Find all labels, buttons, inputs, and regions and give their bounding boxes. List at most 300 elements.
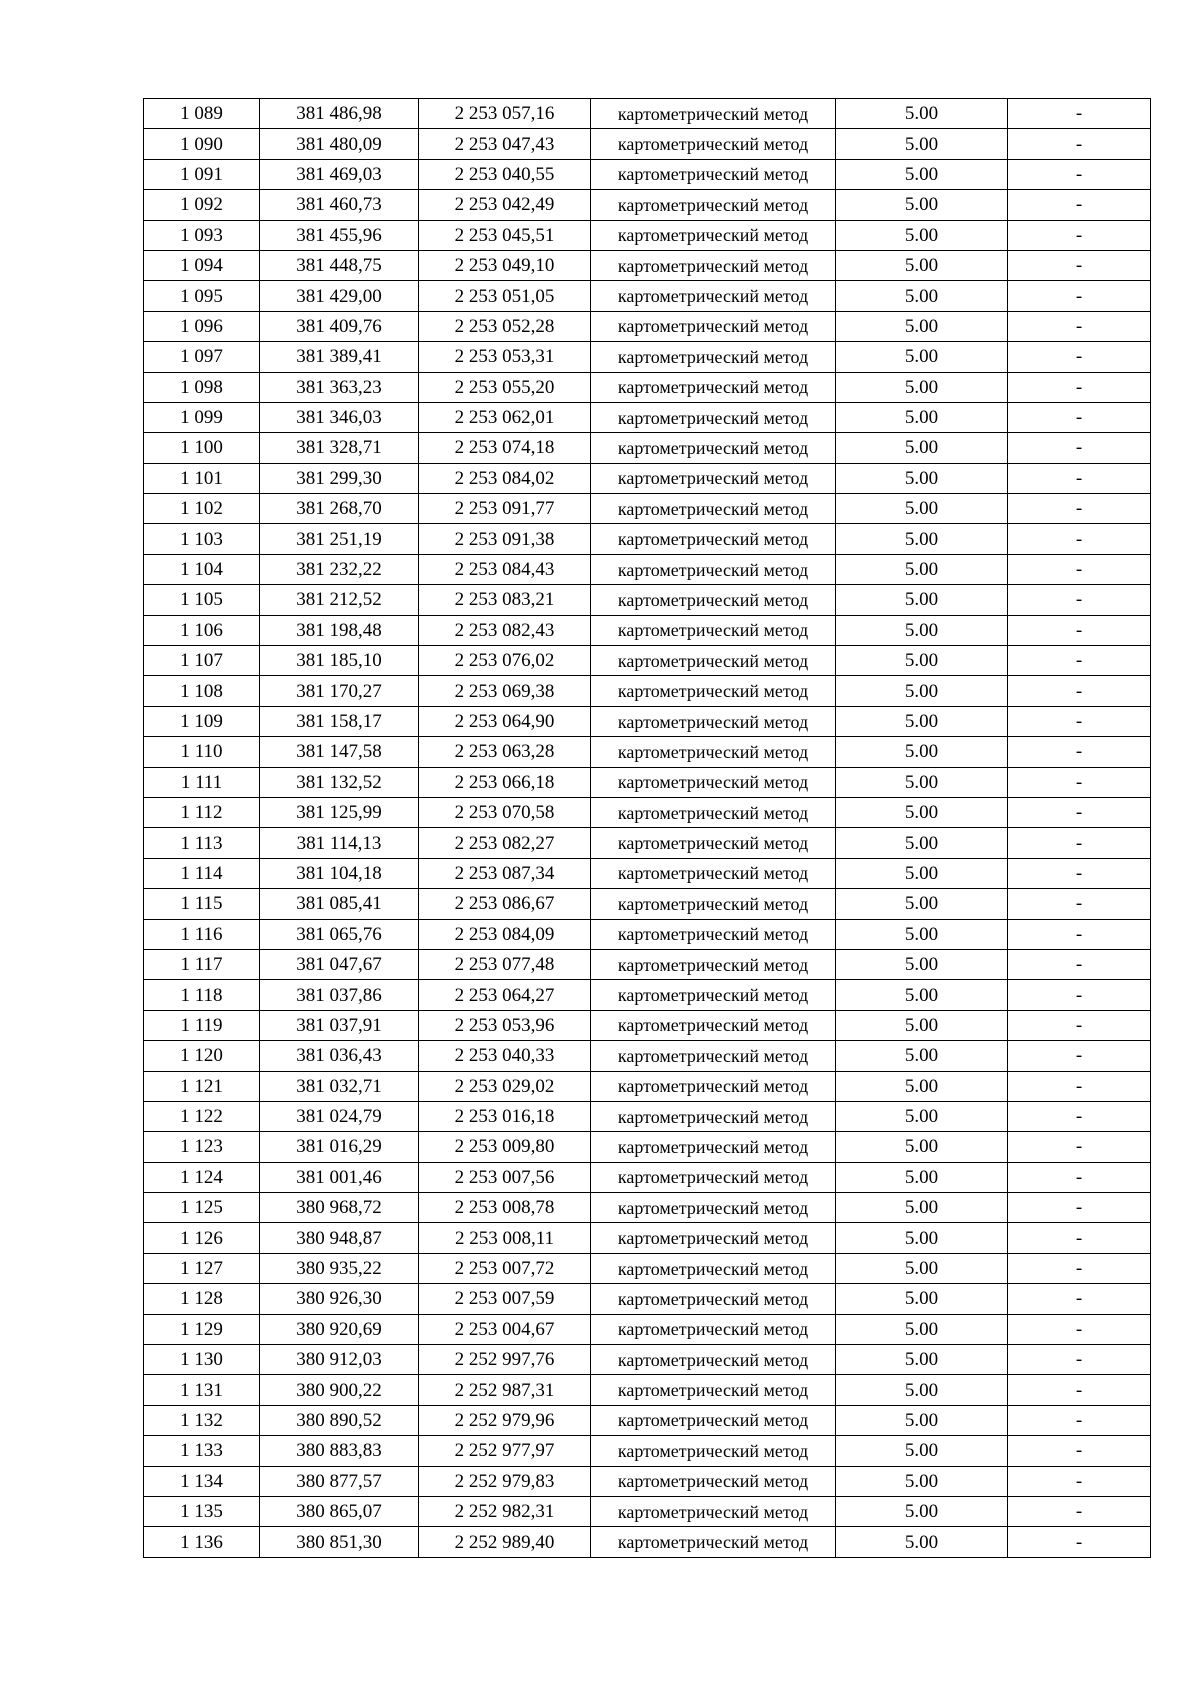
description-cell: -	[1008, 1284, 1151, 1314]
y-coordinate-cell: 2 253 084,02	[419, 463, 591, 493]
description-cell: -	[1008, 949, 1151, 979]
table-row	[144, 129, 1151, 159]
y-coordinate-cell: 2 253 016,18	[419, 1101, 591, 1131]
y-coordinate-cell: 2 253 086,67	[419, 889, 591, 919]
y-coordinate-cell: 2 253 084,09	[419, 919, 591, 949]
accuracy-cell: 5.00	[836, 1132, 1008, 1162]
description-cell: -	[1008, 706, 1151, 736]
y-coordinate-cell: 2 253 045,51	[419, 220, 591, 250]
accuracy-cell: 5.00	[836, 159, 1008, 189]
table-row	[144, 494, 1151, 524]
method-cell: картометрический метод	[591, 433, 836, 463]
y-coordinate-cell: 2 253 069,38	[419, 676, 591, 706]
table-row	[144, 1223, 1151, 1253]
accuracy-cell: 5.00	[836, 1375, 1008, 1405]
point-number-cell: 1 115	[144, 889, 260, 919]
description-cell: -	[1008, 797, 1151, 827]
description-cell: -	[1008, 1527, 1151, 1557]
accuracy-cell: 5.00	[836, 1071, 1008, 1101]
x-coordinate-cell: 381 024,79	[260, 1101, 419, 1131]
x-coordinate-cell: 380 926,30	[260, 1284, 419, 1314]
x-coordinate-cell: 381 429,00	[260, 281, 419, 311]
y-coordinate-cell: 2 253 053,96	[419, 1010, 591, 1040]
coordinates-table	[143, 98, 1151, 1558]
method-cell: картометрический метод	[591, 1041, 836, 1071]
description-cell: -	[1008, 919, 1151, 949]
x-coordinate-cell: 381 268,70	[260, 494, 419, 524]
y-coordinate-cell: 2 253 076,02	[419, 646, 591, 676]
description-cell: -	[1008, 1253, 1151, 1283]
x-coordinate-cell: 381 036,43	[260, 1041, 419, 1071]
method-cell: картометрический метод	[591, 1162, 836, 1192]
method-cell: картометрический метод	[591, 676, 836, 706]
table-row	[144, 1162, 1151, 1192]
description-cell: -	[1008, 1132, 1151, 1162]
point-number-cell: 1 124	[144, 1162, 260, 1192]
table-row	[144, 159, 1151, 189]
x-coordinate-cell: 381 047,67	[260, 949, 419, 979]
method-cell: картометрический метод	[591, 1071, 836, 1101]
method-cell: картометрический метод	[591, 1132, 836, 1162]
y-coordinate-cell: 2 253 087,34	[419, 858, 591, 888]
method-cell: картометрический метод	[591, 1405, 836, 1435]
table-row	[144, 737, 1151, 767]
accuracy-cell: 5.00	[836, 919, 1008, 949]
method-cell: картометрический метод	[591, 706, 836, 736]
point-number-cell: 1 110	[144, 737, 260, 767]
description-cell: -	[1008, 554, 1151, 584]
point-number-cell: 1 128	[144, 1284, 260, 1314]
table-row	[144, 1041, 1151, 1071]
y-coordinate-cell: 2 253 053,31	[419, 342, 591, 372]
y-coordinate-cell: 2 253 055,20	[419, 372, 591, 402]
point-number-cell: 1 125	[144, 1193, 260, 1223]
description-cell: -	[1008, 159, 1151, 189]
x-coordinate-cell: 380 920,69	[260, 1314, 419, 1344]
y-coordinate-cell: 2 253 042,49	[419, 190, 591, 220]
accuracy-cell: 5.00	[836, 1314, 1008, 1344]
accuracy-cell: 5.00	[836, 463, 1008, 493]
table-row	[144, 1010, 1151, 1040]
method-cell: картометрический метод	[591, 1284, 836, 1314]
table-row	[144, 220, 1151, 250]
accuracy-cell: 5.00	[836, 1101, 1008, 1131]
method-cell: картометрический метод	[591, 1345, 836, 1375]
point-number-cell: 1 119	[144, 1010, 260, 1040]
x-coordinate-cell: 381 251,19	[260, 524, 419, 554]
point-number-cell: 1 104	[144, 554, 260, 584]
method-cell: картометрический метод	[591, 99, 836, 129]
x-coordinate-cell: 381 065,76	[260, 919, 419, 949]
x-coordinate-cell: 381 104,18	[260, 858, 419, 888]
x-coordinate-cell: 381 185,10	[260, 646, 419, 676]
x-coordinate-cell: 381 486,98	[260, 99, 419, 129]
description-cell: -	[1008, 1071, 1151, 1101]
method-cell: картометрический метод	[591, 220, 836, 250]
description-cell: -	[1008, 190, 1151, 220]
table-row	[144, 676, 1151, 706]
x-coordinate-cell: 380 851,30	[260, 1527, 419, 1557]
point-number-cell: 1 132	[144, 1405, 260, 1435]
x-coordinate-cell: 381 114,13	[260, 828, 419, 858]
table-row	[144, 372, 1151, 402]
method-cell: картометрический метод	[591, 585, 836, 615]
point-number-cell: 1 134	[144, 1466, 260, 1496]
accuracy-cell: 5.00	[836, 1345, 1008, 1375]
point-number-cell: 1 094	[144, 250, 260, 280]
accuracy-cell: 5.00	[836, 1193, 1008, 1223]
method-cell: картометрический метод	[591, 311, 836, 341]
y-coordinate-cell: 2 253 083,21	[419, 585, 591, 615]
method-cell: картометрический метод	[591, 1314, 836, 1344]
x-coordinate-cell: 380 948,87	[260, 1223, 419, 1253]
y-coordinate-cell: 2 253 051,05	[419, 281, 591, 311]
table-row	[144, 949, 1151, 979]
point-number-cell: 1 116	[144, 919, 260, 949]
table-row	[144, 1466, 1151, 1496]
y-coordinate-cell: 2 253 063,28	[419, 737, 591, 767]
accuracy-cell: 5.00	[836, 524, 1008, 554]
table-row	[144, 1284, 1151, 1314]
method-cell: картометрический метод	[591, 858, 836, 888]
description-cell: -	[1008, 1101, 1151, 1131]
method-cell: картометрический метод	[591, 554, 836, 584]
method-cell: картометрический метод	[591, 797, 836, 827]
table-row	[144, 1405, 1151, 1435]
description-cell: -	[1008, 615, 1151, 645]
y-coordinate-cell: 2 253 082,43	[419, 615, 591, 645]
point-number-cell: 1 112	[144, 797, 260, 827]
description-cell: -	[1008, 524, 1151, 554]
point-number-cell: 1 121	[144, 1071, 260, 1101]
point-number-cell: 1 100	[144, 433, 260, 463]
y-coordinate-cell: 2 253 029,02	[419, 1071, 591, 1101]
accuracy-cell: 5.00	[836, 311, 1008, 341]
description-cell: -	[1008, 858, 1151, 888]
y-coordinate-cell: 2 252 979,96	[419, 1405, 591, 1435]
point-number-cell: 1 135	[144, 1496, 260, 1526]
point-number-cell: 1 095	[144, 281, 260, 311]
accuracy-cell: 5.00	[836, 706, 1008, 736]
table-row	[144, 889, 1151, 919]
x-coordinate-cell: 381 132,52	[260, 767, 419, 797]
description-cell: -	[1008, 433, 1151, 463]
y-coordinate-cell: 2 253 091,38	[419, 524, 591, 554]
description-cell: -	[1008, 1314, 1151, 1344]
description-cell: -	[1008, 342, 1151, 372]
accuracy-cell: 5.00	[836, 281, 1008, 311]
accuracy-cell: 5.00	[836, 737, 1008, 767]
table-row	[144, 554, 1151, 584]
accuracy-cell: 5.00	[836, 372, 1008, 402]
accuracy-cell: 5.00	[836, 220, 1008, 250]
method-cell: картометрический метод	[591, 1223, 836, 1253]
method-cell: картометрический метод	[591, 1436, 836, 1466]
table-row	[144, 1314, 1151, 1344]
method-cell: картометрический метод	[591, 281, 836, 311]
table-row	[144, 1436, 1151, 1466]
table-row	[144, 828, 1151, 858]
y-coordinate-cell: 2 253 047,43	[419, 129, 591, 159]
point-number-cell: 1 131	[144, 1375, 260, 1405]
point-number-cell: 1 098	[144, 372, 260, 402]
y-coordinate-cell: 2 253 070,58	[419, 797, 591, 827]
accuracy-cell: 5.00	[836, 1436, 1008, 1466]
x-coordinate-cell: 380 883,83	[260, 1436, 419, 1466]
y-coordinate-cell: 2 253 062,01	[419, 402, 591, 432]
x-coordinate-cell: 381 448,75	[260, 250, 419, 280]
y-coordinate-cell: 2 252 997,76	[419, 1345, 591, 1375]
point-number-cell: 1 111	[144, 767, 260, 797]
method-cell: картометрический метод	[591, 1375, 836, 1405]
y-coordinate-cell: 2 253 052,28	[419, 311, 591, 341]
method-cell: картометрический метод	[591, 949, 836, 979]
method-cell: картометрический метод	[591, 494, 836, 524]
method-cell: картометрический метод	[591, 980, 836, 1010]
point-number-cell: 1 097	[144, 342, 260, 372]
accuracy-cell: 5.00	[836, 1405, 1008, 1435]
point-number-cell: 1 122	[144, 1101, 260, 1131]
point-number-cell: 1 133	[144, 1436, 260, 1466]
coordinates-table-body	[144, 99, 1151, 1558]
accuracy-cell: 5.00	[836, 402, 1008, 432]
y-coordinate-cell: 2 252 977,97	[419, 1436, 591, 1466]
description-cell: -	[1008, 1041, 1151, 1071]
description-cell: -	[1008, 646, 1151, 676]
table-row	[144, 99, 1151, 129]
x-coordinate-cell: 381 212,52	[260, 585, 419, 615]
method-cell: картометрический метод	[591, 1101, 836, 1131]
table-row	[144, 615, 1151, 645]
x-coordinate-cell: 381 037,86	[260, 980, 419, 1010]
point-number-cell: 1 123	[144, 1132, 260, 1162]
table-row	[144, 1253, 1151, 1283]
accuracy-cell: 5.00	[836, 615, 1008, 645]
table-row	[144, 1193, 1151, 1223]
point-number-cell: 1 090	[144, 129, 260, 159]
method-cell: картометрический метод	[591, 828, 836, 858]
x-coordinate-cell: 381 346,03	[260, 402, 419, 432]
x-coordinate-cell: 381 170,27	[260, 676, 419, 706]
y-coordinate-cell: 2 252 979,83	[419, 1466, 591, 1496]
accuracy-cell: 5.00	[836, 433, 1008, 463]
method-cell: картометрический метод	[591, 767, 836, 797]
x-coordinate-cell: 381 147,58	[260, 737, 419, 767]
table-row	[144, 1496, 1151, 1526]
y-coordinate-cell: 2 253 064,90	[419, 706, 591, 736]
point-number-cell: 1 129	[144, 1314, 260, 1344]
description-cell: -	[1008, 402, 1151, 432]
method-cell: картометрический метод	[591, 1253, 836, 1283]
x-coordinate-cell: 380 935,22	[260, 1253, 419, 1283]
method-cell: картометрический метод	[591, 737, 836, 767]
description-cell: -	[1008, 1496, 1151, 1526]
accuracy-cell: 5.00	[836, 1527, 1008, 1557]
accuracy-cell: 5.00	[836, 828, 1008, 858]
accuracy-cell: 5.00	[836, 1284, 1008, 1314]
table-row	[144, 463, 1151, 493]
table-row	[144, 706, 1151, 736]
x-coordinate-cell: 381 198,48	[260, 615, 419, 645]
point-number-cell: 1 092	[144, 190, 260, 220]
method-cell: картометрический метод	[591, 342, 836, 372]
point-number-cell: 1 109	[144, 706, 260, 736]
point-number-cell: 1 114	[144, 858, 260, 888]
accuracy-cell: 5.00	[836, 949, 1008, 979]
table-row	[144, 1071, 1151, 1101]
description-cell: -	[1008, 372, 1151, 402]
y-coordinate-cell: 2 253 008,78	[419, 1193, 591, 1223]
description-cell: -	[1008, 980, 1151, 1010]
y-coordinate-cell: 2 253 009,80	[419, 1132, 591, 1162]
y-coordinate-cell: 2 253 040,33	[419, 1041, 591, 1071]
y-coordinate-cell: 2 253 082,27	[419, 828, 591, 858]
point-number-cell: 1 089	[144, 99, 260, 129]
method-cell: картометрический метод	[591, 402, 836, 432]
x-coordinate-cell: 381 363,23	[260, 372, 419, 402]
table-row	[144, 980, 1151, 1010]
point-number-cell: 1 096	[144, 311, 260, 341]
y-coordinate-cell: 2 253 066,18	[419, 767, 591, 797]
y-coordinate-cell: 2 253 064,27	[419, 980, 591, 1010]
y-coordinate-cell: 2 252 982,31	[419, 1496, 591, 1526]
table-row	[144, 311, 1151, 341]
y-coordinate-cell: 2 253 040,55	[419, 159, 591, 189]
table-row	[144, 858, 1151, 888]
description-cell: -	[1008, 311, 1151, 341]
table-row	[144, 797, 1151, 827]
accuracy-cell: 5.00	[836, 190, 1008, 220]
accuracy-cell: 5.00	[836, 676, 1008, 706]
x-coordinate-cell: 381 409,76	[260, 311, 419, 341]
method-cell: картометрический метод	[591, 1496, 836, 1526]
point-number-cell: 1 120	[144, 1041, 260, 1071]
y-coordinate-cell: 2 253 008,11	[419, 1223, 591, 1253]
description-cell: -	[1008, 767, 1151, 797]
method-cell: картометрический метод	[591, 889, 836, 919]
x-coordinate-cell: 380 968,72	[260, 1193, 419, 1223]
method-cell: картометрический метод	[591, 159, 836, 189]
accuracy-cell: 5.00	[836, 494, 1008, 524]
description-cell: -	[1008, 494, 1151, 524]
description-cell: -	[1008, 1162, 1151, 1192]
accuracy-cell: 5.00	[836, 980, 1008, 1010]
accuracy-cell: 5.00	[836, 1010, 1008, 1040]
accuracy-cell: 5.00	[836, 99, 1008, 129]
description-cell: -	[1008, 281, 1151, 311]
accuracy-cell: 5.00	[836, 554, 1008, 584]
description-cell: -	[1008, 1375, 1151, 1405]
point-number-cell: 1 127	[144, 1253, 260, 1283]
x-coordinate-cell: 380 912,03	[260, 1345, 419, 1375]
point-number-cell: 1 136	[144, 1527, 260, 1557]
y-coordinate-cell: 2 253 074,18	[419, 433, 591, 463]
point-number-cell: 1 099	[144, 402, 260, 432]
point-number-cell: 1 107	[144, 646, 260, 676]
point-number-cell: 1 117	[144, 949, 260, 979]
method-cell: картометрический метод	[591, 524, 836, 554]
y-coordinate-cell: 2 253 057,16	[419, 99, 591, 129]
point-number-cell: 1 118	[144, 980, 260, 1010]
table-row	[144, 281, 1151, 311]
x-coordinate-cell: 381 125,99	[260, 797, 419, 827]
y-coordinate-cell: 2 253 007,56	[419, 1162, 591, 1192]
accuracy-cell: 5.00	[836, 797, 1008, 827]
x-coordinate-cell: 381 480,09	[260, 129, 419, 159]
point-number-cell: 1 101	[144, 463, 260, 493]
x-coordinate-cell: 380 900,22	[260, 1375, 419, 1405]
point-number-cell: 1 091	[144, 159, 260, 189]
accuracy-cell: 5.00	[836, 585, 1008, 615]
y-coordinate-cell: 2 253 004,67	[419, 1314, 591, 1344]
description-cell: -	[1008, 250, 1151, 280]
point-number-cell: 1 126	[144, 1223, 260, 1253]
accuracy-cell: 5.00	[836, 767, 1008, 797]
table-row	[144, 433, 1151, 463]
x-coordinate-cell: 381 460,73	[260, 190, 419, 220]
point-number-cell: 1 113	[144, 828, 260, 858]
x-coordinate-cell: 381 032,71	[260, 1071, 419, 1101]
table-row	[144, 646, 1151, 676]
table-row	[144, 919, 1151, 949]
method-cell: картометрический метод	[591, 919, 836, 949]
description-cell: -	[1008, 220, 1151, 250]
method-cell: картометрический метод	[591, 129, 836, 159]
y-coordinate-cell: 2 253 091,77	[419, 494, 591, 524]
accuracy-cell: 5.00	[836, 1223, 1008, 1253]
method-cell: картометрический метод	[591, 1010, 836, 1040]
description-cell: -	[1008, 1436, 1151, 1466]
description-cell: -	[1008, 1405, 1151, 1435]
accuracy-cell: 5.00	[836, 1253, 1008, 1283]
y-coordinate-cell: 2 252 989,40	[419, 1527, 591, 1557]
point-number-cell: 1 130	[144, 1345, 260, 1375]
point-number-cell: 1 106	[144, 615, 260, 645]
description-cell: -	[1008, 1193, 1151, 1223]
description-cell: -	[1008, 1466, 1151, 1496]
method-cell: картометрический метод	[591, 190, 836, 220]
description-cell: -	[1008, 1010, 1151, 1040]
method-cell: картометрический метод	[591, 250, 836, 280]
description-cell: -	[1008, 676, 1151, 706]
accuracy-cell: 5.00	[836, 1162, 1008, 1192]
accuracy-cell: 5.00	[836, 858, 1008, 888]
table-row	[144, 1101, 1151, 1131]
x-coordinate-cell: 380 890,52	[260, 1405, 419, 1435]
method-cell: картометрический метод	[591, 1193, 836, 1223]
y-coordinate-cell: 2 252 987,31	[419, 1375, 591, 1405]
description-cell: -	[1008, 737, 1151, 767]
description-cell: -	[1008, 585, 1151, 615]
accuracy-cell: 5.00	[836, 889, 1008, 919]
x-coordinate-cell: 381 158,17	[260, 706, 419, 736]
x-coordinate-cell: 381 232,22	[260, 554, 419, 584]
x-coordinate-cell: 381 455,96	[260, 220, 419, 250]
description-cell: -	[1008, 463, 1151, 493]
accuracy-cell: 5.00	[836, 1041, 1008, 1071]
description-cell: -	[1008, 1345, 1151, 1375]
y-coordinate-cell: 2 253 077,48	[419, 949, 591, 979]
table-row	[144, 250, 1151, 280]
x-coordinate-cell: 381 016,29	[260, 1132, 419, 1162]
method-cell: картометрический метод	[591, 372, 836, 402]
y-coordinate-cell: 2 253 084,43	[419, 554, 591, 584]
y-coordinate-cell: 2 253 007,59	[419, 1284, 591, 1314]
x-coordinate-cell: 381 389,41	[260, 342, 419, 372]
point-number-cell: 1 093	[144, 220, 260, 250]
table-row	[144, 1375, 1151, 1405]
description-cell: -	[1008, 1223, 1151, 1253]
